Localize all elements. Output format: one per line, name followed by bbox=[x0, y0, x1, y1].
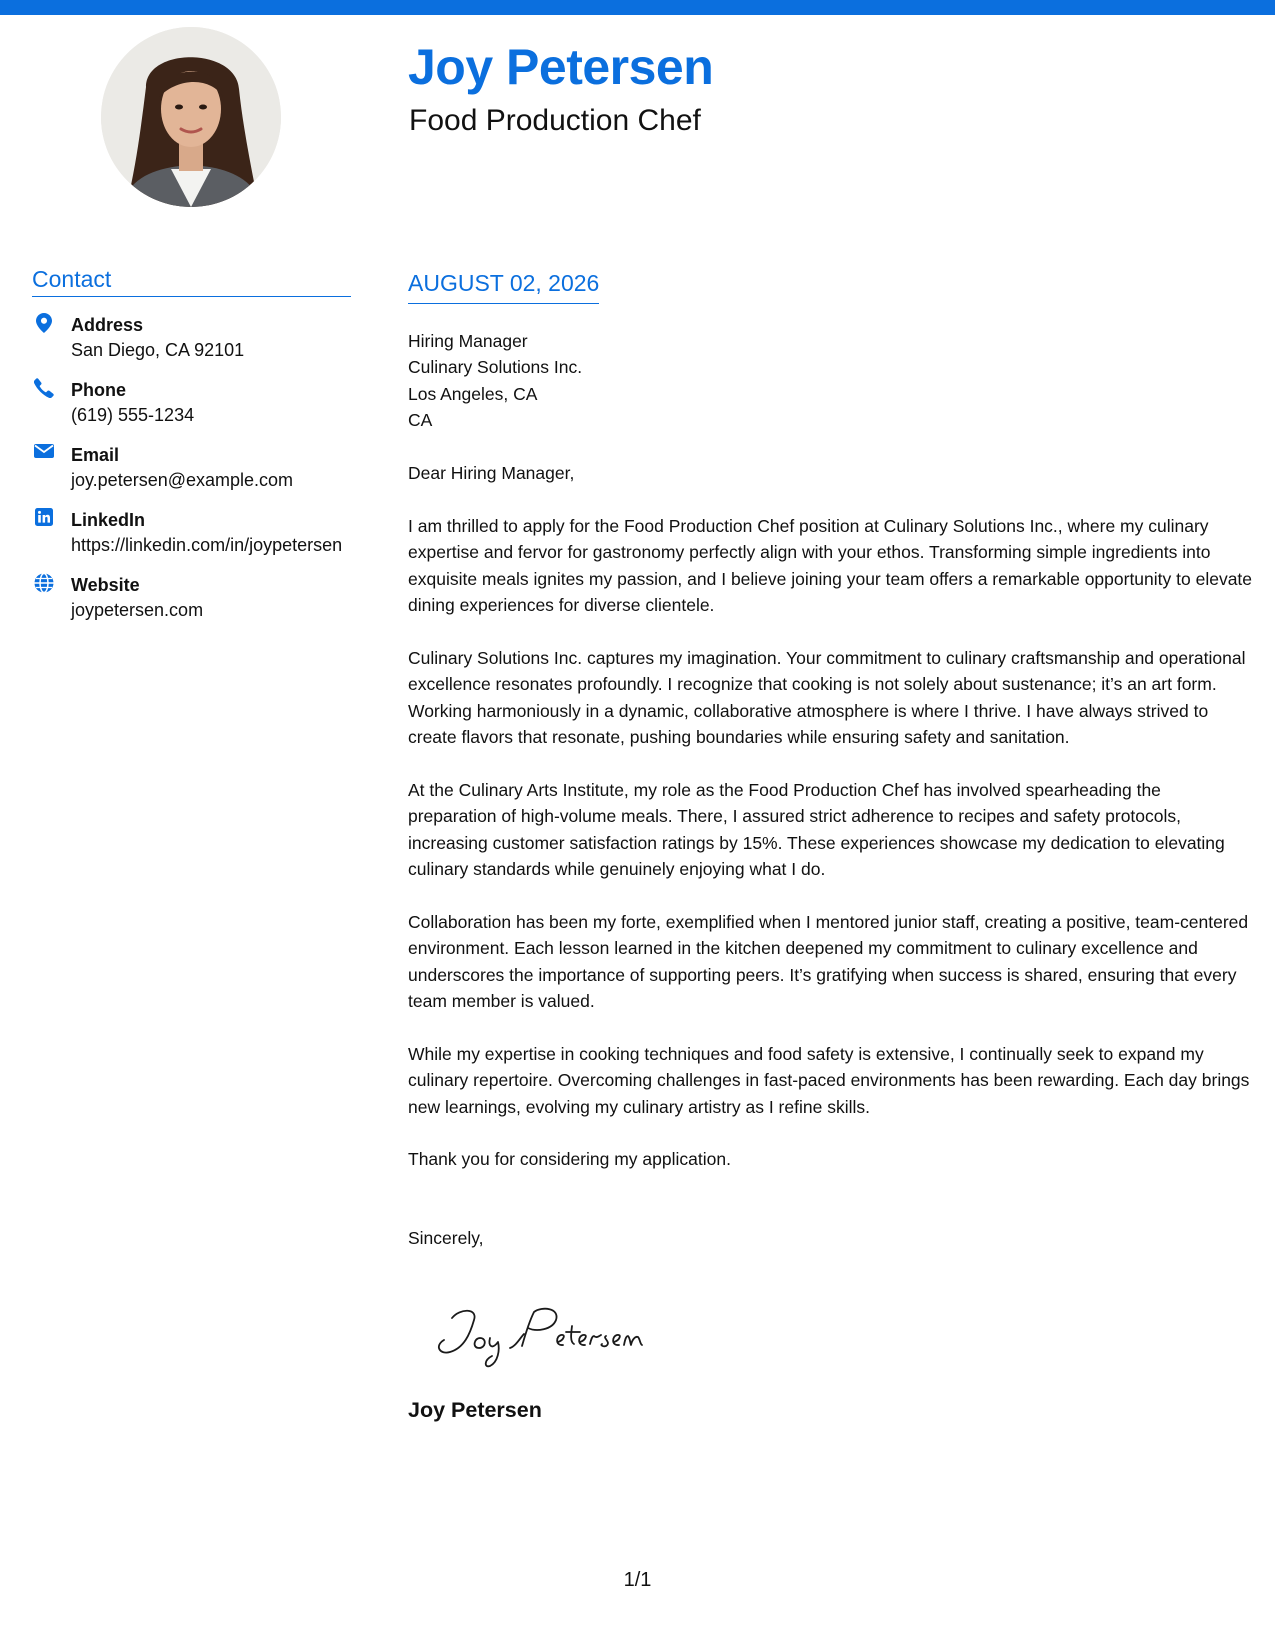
letter-paragraph: While my expertise in cooking techniques and food safety is extensive, I continually seek to expand my culinary repertoire. Overcoming challenges in fast-paced environments has been rewarding. Each day brings new learnings, evolving my culinary artistry as I refine skills. bbox=[408, 1043, 1250, 1117]
letter-date: AUGUST 02, 2026 bbox=[408, 272, 599, 304]
email-icon bbox=[33, 443, 55, 465]
contact-value: San Diego, CA 92101 bbox=[71, 340, 245, 360]
letter-paragraph: I am thrilled to apply for the Food Production Chef position at Culinary Solutions Inc., where my culinary expertise and fervor for gastronomy perfectly align with your ethos. Transforming simple ingredients into exquisite meals ignites my passion, and I believe joining your team offers a remarkable opportunity to elevate dining experiences for diverse clientele. bbox=[408, 515, 1253, 616]
letter-paragraph: Culinary Solutions Inc. captures my imagination. Your commitment to culinary craftsmanship and operational excellence resonates profoundly. I recognize that cooking is not solely about sustenance; it’s an art form. Working harmoniously in a dynamic, collaborative atmosphere is where I thrive. I have always strived to create flavors that resonate, pushing boundaries while ensuring safety and sanitation. bbox=[408, 647, 1246, 748]
contact-item-linkedin bbox=[32, 507, 352, 558]
recipient-block bbox=[408, 328, 1253, 434]
contact-item-address bbox=[32, 312, 352, 363]
letter-paragraph: At the Culinary Arts Institute, my role as the Food Production Chef has involved spearheading the preparation of high-volume meals. There, I assured strict adherence to recipes and safety protocols, increasing customer satisfaction ratings by 15%. These experiences showcase my dedication to elevating culinary standards while genuinely enjoying what I do. bbox=[408, 779, 1225, 880]
contact-value: joypetersen.com bbox=[71, 600, 204, 620]
contact-label: Email bbox=[71, 445, 120, 465]
contact-item-website bbox=[32, 572, 352, 623]
contact-item-email bbox=[32, 442, 352, 493]
recipient-line: Hiring Manager bbox=[408, 331, 528, 351]
letter-paragraph: Collaboration has been my forte, exemplified when I mentored junior staff, creating a positive, team-centered environment. Each lesson learned in the kitchen deepened my commitment to culinary excellence and underscores the importance of supporting peers. It’s gratifying when success is shared, ensuring that every team member is valued. bbox=[408, 911, 1249, 1012]
signed-name: Joy Petersen bbox=[408, 1398, 542, 1422]
contact-list bbox=[32, 312, 352, 637]
contact-heading: Contact bbox=[32, 268, 351, 297]
contact-value: https://linkedin.com/in/joypetersen bbox=[71, 535, 343, 555]
linkedin-icon bbox=[33, 508, 55, 530]
map-pin-icon bbox=[33, 313, 55, 335]
candidate-title: Food Production Chef bbox=[409, 104, 701, 137]
letter-paragraph: Thank you for considering my application. bbox=[408, 1149, 731, 1170]
recipient-line: Culinary Solutions Inc. bbox=[408, 357, 583, 378]
phone-icon bbox=[33, 378, 55, 400]
handwritten-signature bbox=[430, 1300, 660, 1370]
contact-label: Website bbox=[71, 575, 140, 595]
recipient-line: Los Angeles, CA bbox=[408, 383, 538, 404]
top-accent-bar bbox=[0, 0, 1275, 15]
candidate-name: Joy Petersen bbox=[408, 39, 714, 95]
profile-photo bbox=[101, 27, 281, 207]
contact-label: Phone bbox=[71, 380, 127, 400]
contact-label: Address bbox=[71, 315, 144, 335]
contact-value: joy.petersen@example.com bbox=[71, 470, 294, 490]
salutation: Dear Hiring Manager, bbox=[408, 463, 575, 484]
letter-body bbox=[408, 328, 1253, 1251]
recipient-line: CA bbox=[408, 410, 433, 431]
globe-icon bbox=[33, 573, 55, 595]
closing: Sincerely, bbox=[408, 1227, 484, 1248]
contact-value: (619) 555-1234 bbox=[71, 405, 195, 425]
page-number: 1/1 bbox=[623, 1569, 652, 1591]
contact-item-phone bbox=[32, 377, 352, 428]
contact-label: LinkedIn bbox=[71, 510, 146, 530]
